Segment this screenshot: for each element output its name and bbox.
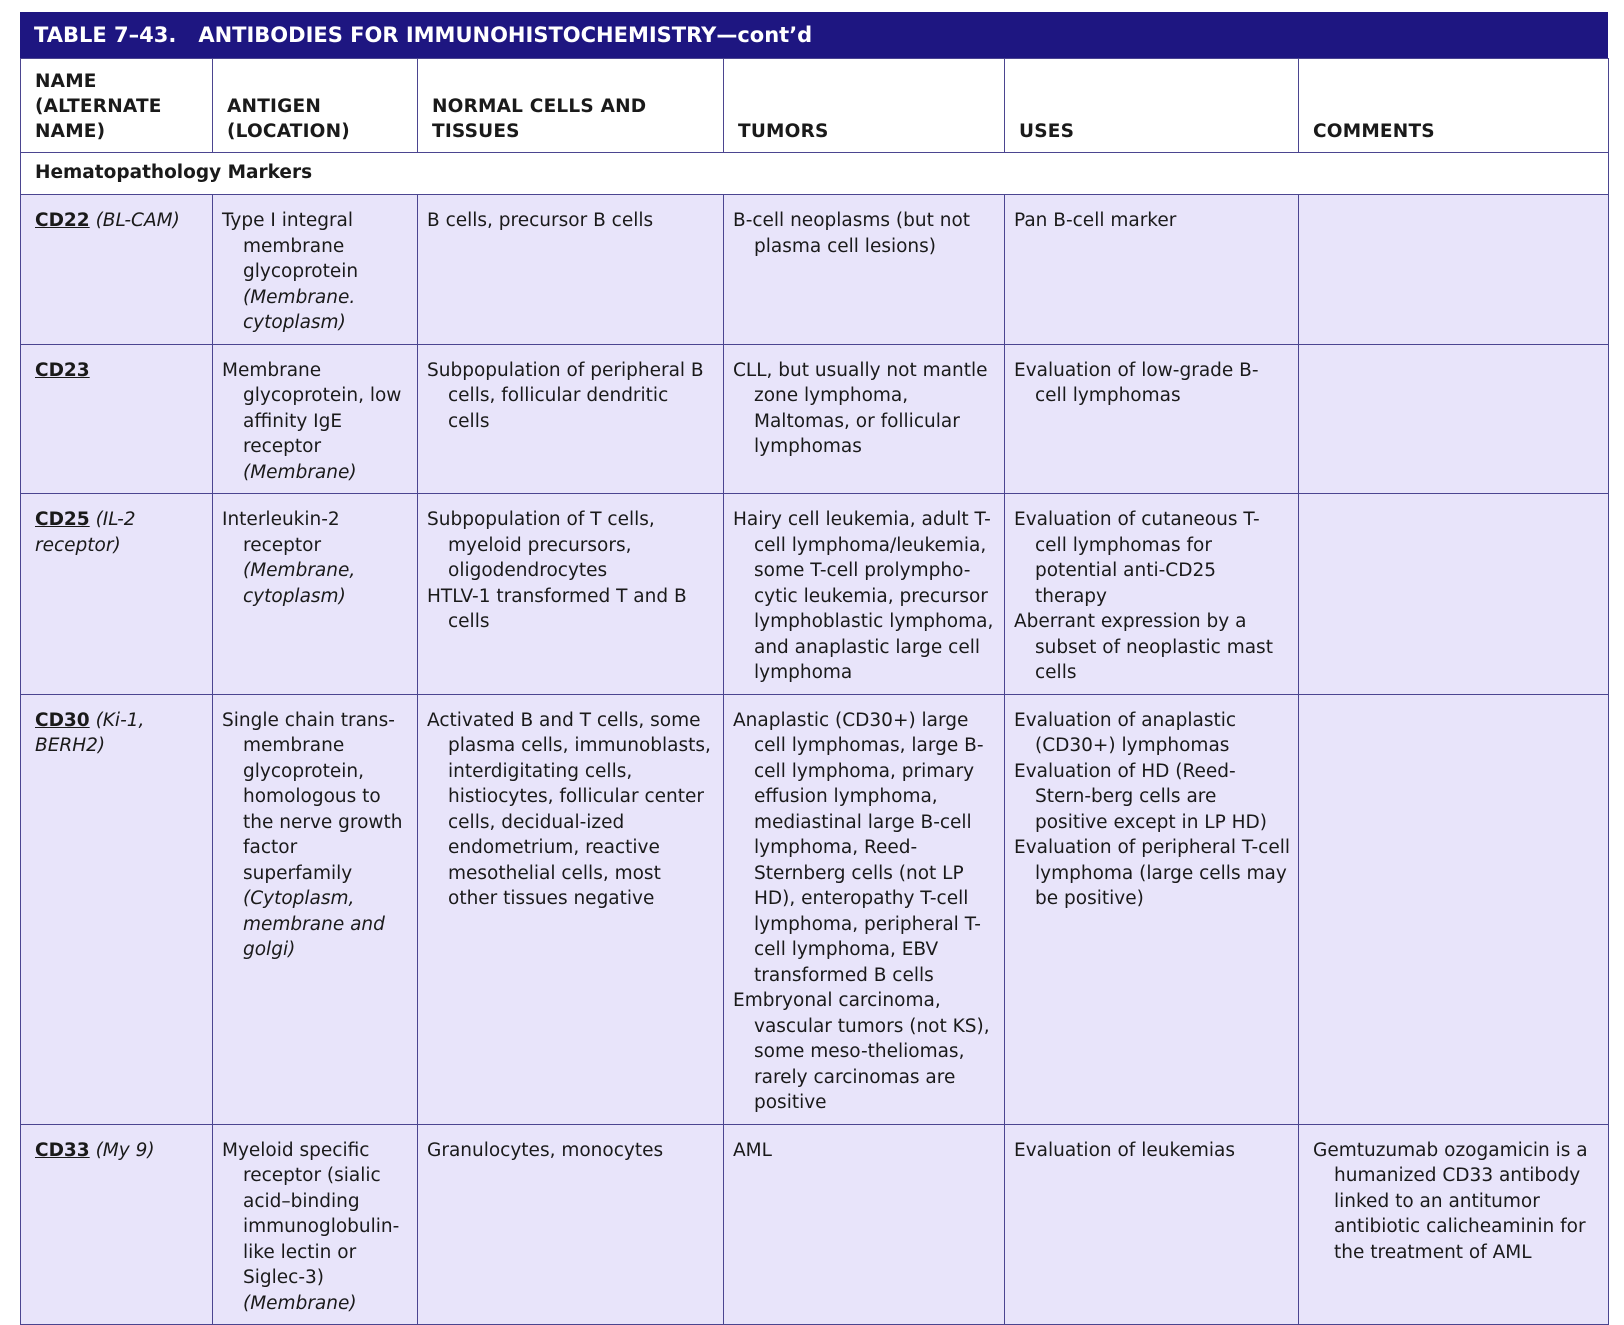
table-row — [21, 344, 1609, 494]
tumor-line: Embryonal carcinoma, vascular tumors (not KS), some meso-theliomas, rarely carcinomas are positive — [733, 990, 990, 1113]
cell-normal-tissues — [418, 694, 724, 1124]
antigen-location: (Membrane) — [243, 461, 357, 483]
cell-normal-tissues — [418, 1124, 724, 1325]
antibody-name: CD33 — [35, 1139, 90, 1161]
cell-comments — [1299, 1124, 1609, 1325]
cell-tumors — [724, 694, 1005, 1124]
normal-line: Subpopulation of T cells, myeloid precursors, oligodendrocytes — [427, 509, 655, 581]
cell-tumors — [724, 1124, 1005, 1325]
normal-line: Activated B and T cells, some plasma cells, immunoblasts, interdigitating cells, histiocytes, follicular center cells, decidual-ized endometrium, reactive mesothelial cells, most other tissues negative — [427, 709, 711, 909]
cell-normal-tissues — [418, 494, 724, 695]
antibody-name: CD23 — [35, 359, 90, 381]
normal-line: HTLV-1 transformed T and B cells — [427, 585, 687, 632]
cell-uses — [1005, 344, 1299, 494]
normal-line: B cells, precursor B cells — [427, 210, 654, 231]
antigen-text — [222, 507, 409, 609]
table-container — [20, 12, 1608, 1325]
tumor-line: Anaplastic (CD30+) large cell lymphomas, large B-cell lymphoma, primary effusion lymphoma, mediastinal large B-cell lymphoma, Reed-Sternberg cells (not LP HD), enteropathy T-cell lymphoma, peripheral T-cell lymphoma, EBV transformed B cells — [733, 709, 984, 986]
tumor-line: Hairy cell leukemia, adult T-cell lymphoma/leukemia, some T-cell prolympho-cytic leukemia, precursor lymphoblastic lymphoma, and anaplastic large cell lymphoma — [733, 509, 994, 683]
header-row — [21, 59, 1609, 153]
antibody-name: CD25 — [35, 509, 90, 530]
cell-uses — [1005, 494, 1299, 695]
cell-tumors — [724, 494, 1005, 695]
cell-name — [21, 1124, 213, 1325]
antigen-location: (Membrane. cytoplasm) — [243, 286, 356, 333]
column-header-normal: NORMAL CELLS AND TISSUES — [418, 59, 724, 153]
cell-name — [21, 694, 213, 1124]
cell-name — [21, 344, 213, 494]
table-title: ANTIBODIES FOR IMMUNOHISTOCHEMISTRY—cont’d — [198, 23, 813, 47]
normal-line: Subpopulation of peripheral B cells, follicular dendritic cells — [427, 359, 704, 432]
cell-comments — [1299, 494, 1609, 695]
use-line: Evaluation of low-grade B-cell lymphomas — [1014, 359, 1259, 406]
table-title-bar — [20, 12, 1608, 58]
alternate-name: (BL-CAM) — [95, 210, 180, 231]
cell-comments — [1299, 694, 1609, 1124]
cell-normal-tissues — [418, 195, 724, 345]
antigen-description: Membrane glycoprotein, low affinity IgE receptor — [222, 359, 402, 457]
antigen-description: Myeloid specific receptor (sialic acid–binding immunoglobulin-like lectin or Siglec-3) — [222, 1139, 400, 1288]
use-line: Evaluation of cutaneous T-cell lymphomas for potential anti-CD25 therapy — [1014, 509, 1260, 607]
cell-uses — [1005, 694, 1299, 1124]
cell-antigen — [213, 494, 418, 695]
use-line: Evaluation of peripheral T-cell lymphoma (large cells may be positive) — [1014, 837, 1291, 909]
column-header-uses: USES — [1005, 59, 1299, 153]
antigen-text — [222, 708, 409, 963]
cell-comments — [1299, 344, 1609, 494]
alternate-name: (Ki-1, BERH2) — [35, 709, 145, 756]
cell-antigen — [213, 195, 418, 345]
alternate-name: (IL-2 receptor) — [35, 509, 136, 556]
antigen-location: (Membrane, cytoplasm) — [243, 560, 356, 607]
column-header-comments: COMMENTS — [1299, 59, 1609, 153]
cell-uses — [1005, 1124, 1299, 1325]
antigen-text — [222, 358, 409, 486]
alternate-name: (My 9) — [95, 1139, 155, 1161]
cell-tumors — [724, 344, 1005, 494]
antigen-text — [222, 208, 409, 336]
cell-uses — [1005, 195, 1299, 345]
table-row — [21, 494, 1609, 695]
cell-antigen — [213, 694, 418, 1124]
use-line: Evaluation of HD (Reed-Stern-berg cells are positive except in LP HD) — [1014, 760, 1268, 833]
antigen-description: Type I integral membrane glycoprotein — [222, 210, 359, 282]
column-header-name: NAME (ALTERNATE NAME) — [21, 59, 213, 153]
use-line: Evaluation of anaplastic (CD30+) lymphomas — [1014, 709, 1237, 756]
section-title: Hematopathology Markers — [21, 153, 1609, 195]
table-row — [21, 195, 1609, 345]
cell-antigen — [213, 344, 418, 494]
section-row — [21, 153, 1609, 195]
tumor-line: AML — [733, 1139, 772, 1161]
cell-normal-tissues — [418, 344, 724, 494]
use-line: Evaluation of leukemias — [1014, 1139, 1236, 1161]
antigen-location: (Membrane) — [243, 1292, 357, 1314]
cell-name — [21, 494, 213, 695]
table-row — [21, 1124, 1609, 1325]
cell-comments — [1299, 195, 1609, 345]
tumor-line: CLL, but usually not mantle zone lymphoma, Maltomas, or follicular lymphomas — [733, 359, 988, 457]
antigen-text — [222, 1138, 409, 1317]
use-line: Pan B-cell marker — [1014, 210, 1177, 231]
comment-text: Gemtuzumab ozogamicin is a humanized CD33 antibody linked to an antitumor antibiotic calicheaminin for the treatment of AML — [1313, 1139, 1588, 1263]
table-row — [21, 694, 1609, 1124]
tumor-line: B-cell neoplasms (but not plasma cell lesions) — [733, 210, 971, 257]
antigen-description: Single chain trans-membrane glycoprotein, homologous to the nerve growth factor superfamily — [222, 709, 403, 884]
antibody-name: CD22 — [35, 210, 90, 231]
column-header-antigen: ANTIGEN (LOCATION) — [213, 59, 418, 153]
antigen-description: Interleukin-2 receptor — [222, 509, 340, 556]
antibody-name: CD30 — [35, 709, 90, 731]
normal-line: Granulocytes, monocytes — [427, 1139, 664, 1161]
column-header-tumors: TUMORS — [724, 59, 1005, 153]
table-number: TABLE 7–43. — [34, 23, 177, 47]
antibody-table — [20, 58, 1609, 1325]
cell-antigen — [213, 1124, 418, 1325]
cell-tumors — [724, 195, 1005, 345]
antigen-location: (Cytoplasm, membrane and golgi) — [243, 888, 385, 960]
cell-name — [21, 195, 213, 345]
use-line: Aberrant expression by a subset of neoplastic mast cells — [1014, 611, 1273, 683]
